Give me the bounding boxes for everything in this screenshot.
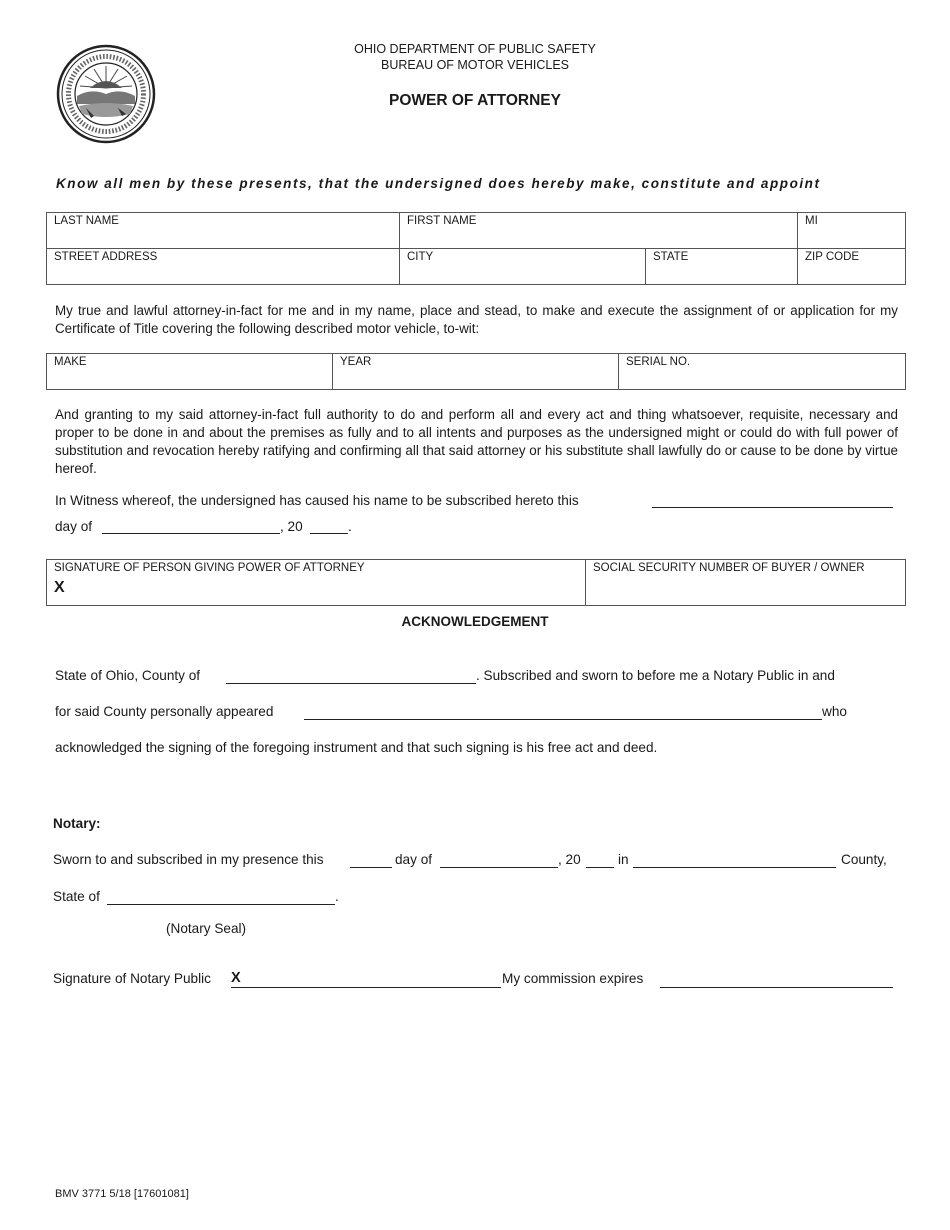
- appeared-prefix: for said County personally appeared: [55, 704, 274, 719]
- state-field[interactable]: [646, 249, 798, 285]
- page-title: POWER OF ATTORNEY: [389, 92, 561, 109]
- signature-table: [46, 559, 906, 606]
- notary-day-of-label: day of: [395, 852, 433, 867]
- notary-county-label: County,: [841, 852, 887, 867]
- commission-expires-label: My commission expires: [502, 971, 644, 986]
- principal-info-table: [46, 212, 906, 285]
- notary-year-line[interactable]: [586, 867, 614, 868]
- notary-state-of-label: State of: [53, 889, 100, 904]
- witness-date-line[interactable]: [652, 507, 893, 508]
- intro-statement: Know all men by these presents, that the undersigned does hereby make, constitute and appoint: [56, 176, 821, 191]
- witness-year-prefix: , 20: [280, 519, 303, 534]
- vehicle-info-table: [46, 353, 906, 390]
- notary-year-prefix: , 20: [558, 852, 581, 867]
- street-address-field[interactable]: [47, 249, 400, 285]
- notary-county-line[interactable]: [633, 867, 836, 868]
- street-address-label: STREET ADDRESS: [54, 251, 158, 263]
- notary-signature-x-mark: X: [231, 970, 241, 986]
- make-label: MAKE: [54, 356, 87, 368]
- zip-code-field[interactable]: [798, 249, 906, 285]
- mi-label: MI: [805, 215, 818, 227]
- notary-sworn-prefix: Sworn to and subscribed in my presence this: [53, 852, 324, 867]
- agency-line-1: OHIO DEPARTMENT OF PUBLIC SAFETY: [354, 42, 596, 56]
- commission-expires-line[interactable]: [660, 987, 893, 988]
- signature-label: SIGNATURE OF PERSON GIVING POWER OF ATTORNEY: [54, 562, 365, 574]
- year-label: YEAR: [340, 356, 372, 368]
- notary-label: Notary:: [53, 816, 101, 831]
- serial-no-label: SERIAL NO.: [626, 356, 691, 368]
- ssn-field[interactable]: [586, 560, 906, 606]
- make-field[interactable]: [47, 354, 333, 390]
- witness-year-line[interactable]: [310, 533, 348, 534]
- first-name-label: FIRST NAME: [407, 215, 477, 227]
- city-label: CITY: [407, 251, 434, 263]
- signature-x-mark: X: [54, 579, 65, 596]
- witness-day-of-label: day of: [55, 519, 93, 534]
- acknowledgement-statement: acknowledged the signing of the foregoing instrument and that such signing is his free act and deed.: [55, 740, 658, 755]
- city-field[interactable]: [400, 249, 646, 285]
- notary-signature-label: Signature of Notary Public: [53, 971, 211, 986]
- year-field[interactable]: [333, 354, 619, 390]
- signature-field[interactable]: [47, 560, 586, 606]
- form-number: BMV 3771 5/18 [17601081]: [55, 1188, 189, 1200]
- mi-field[interactable]: [798, 213, 906, 249]
- county-suffix: . Subscribed and sworn to before me a Notary Public in and: [476, 668, 835, 683]
- notary-in-label: in: [618, 852, 629, 867]
- notary-signature-line[interactable]: [231, 987, 501, 988]
- appeared-name-line[interactable]: [304, 719, 822, 720]
- county-prefix: State of Ohio, County of: [55, 668, 201, 683]
- first-name-field[interactable]: [400, 213, 798, 249]
- notary-state-period: .: [335, 889, 339, 904]
- notary-state-line[interactable]: [107, 904, 335, 905]
- serial-no-field[interactable]: [619, 354, 906, 390]
- authority-paragraph: And granting to my said attorney-in-fact full authority to do and perform all and every act and thing whatsoever, requisite, necessary and proper to be done in and about the premises as fully and to all intents and purposes as the undersigned might or could do with full power of substitution and revocation hereby ratifying and confirming all that said attorney or his substitute shall lawfully do or cause to be done by virtue hereof.: [55, 407, 898, 476]
- notary-month-line[interactable]: [440, 867, 558, 868]
- notary-seal-label: (Notary Seal): [166, 921, 247, 936]
- last-name-label: LAST NAME: [54, 215, 119, 227]
- attorney-paragraph: My true and lawful attorney-in-fact for me and in my name, place and stead, to make and execute the assignment of or application for my Certificate of Title covering the following described motor vehicle, to-wit:: [55, 303, 898, 336]
- witness-month-line[interactable]: [102, 533, 280, 534]
- notary-day-line[interactable]: [350, 867, 392, 868]
- county-line[interactable]: [226, 683, 476, 684]
- agency-line-2: BUREAU OF MOTOR VEHICLES: [381, 58, 569, 72]
- last-name-field[interactable]: [47, 213, 400, 249]
- acknowledgement-title: ACKNOWLEDGEMENT: [401, 614, 549, 629]
- ssn-label: SOCIAL SECURITY NUMBER OF BUYER / OWNER: [593, 562, 865, 574]
- zip-code-label: ZIP CODE: [805, 251, 860, 263]
- state-label: STATE: [653, 251, 689, 263]
- appeared-suffix: who: [822, 704, 847, 719]
- witness-statement: In Witness whereof, the undersigned has caused his name to be subscribed hereto this: [55, 493, 579, 508]
- witness-period: .: [348, 519, 352, 534]
